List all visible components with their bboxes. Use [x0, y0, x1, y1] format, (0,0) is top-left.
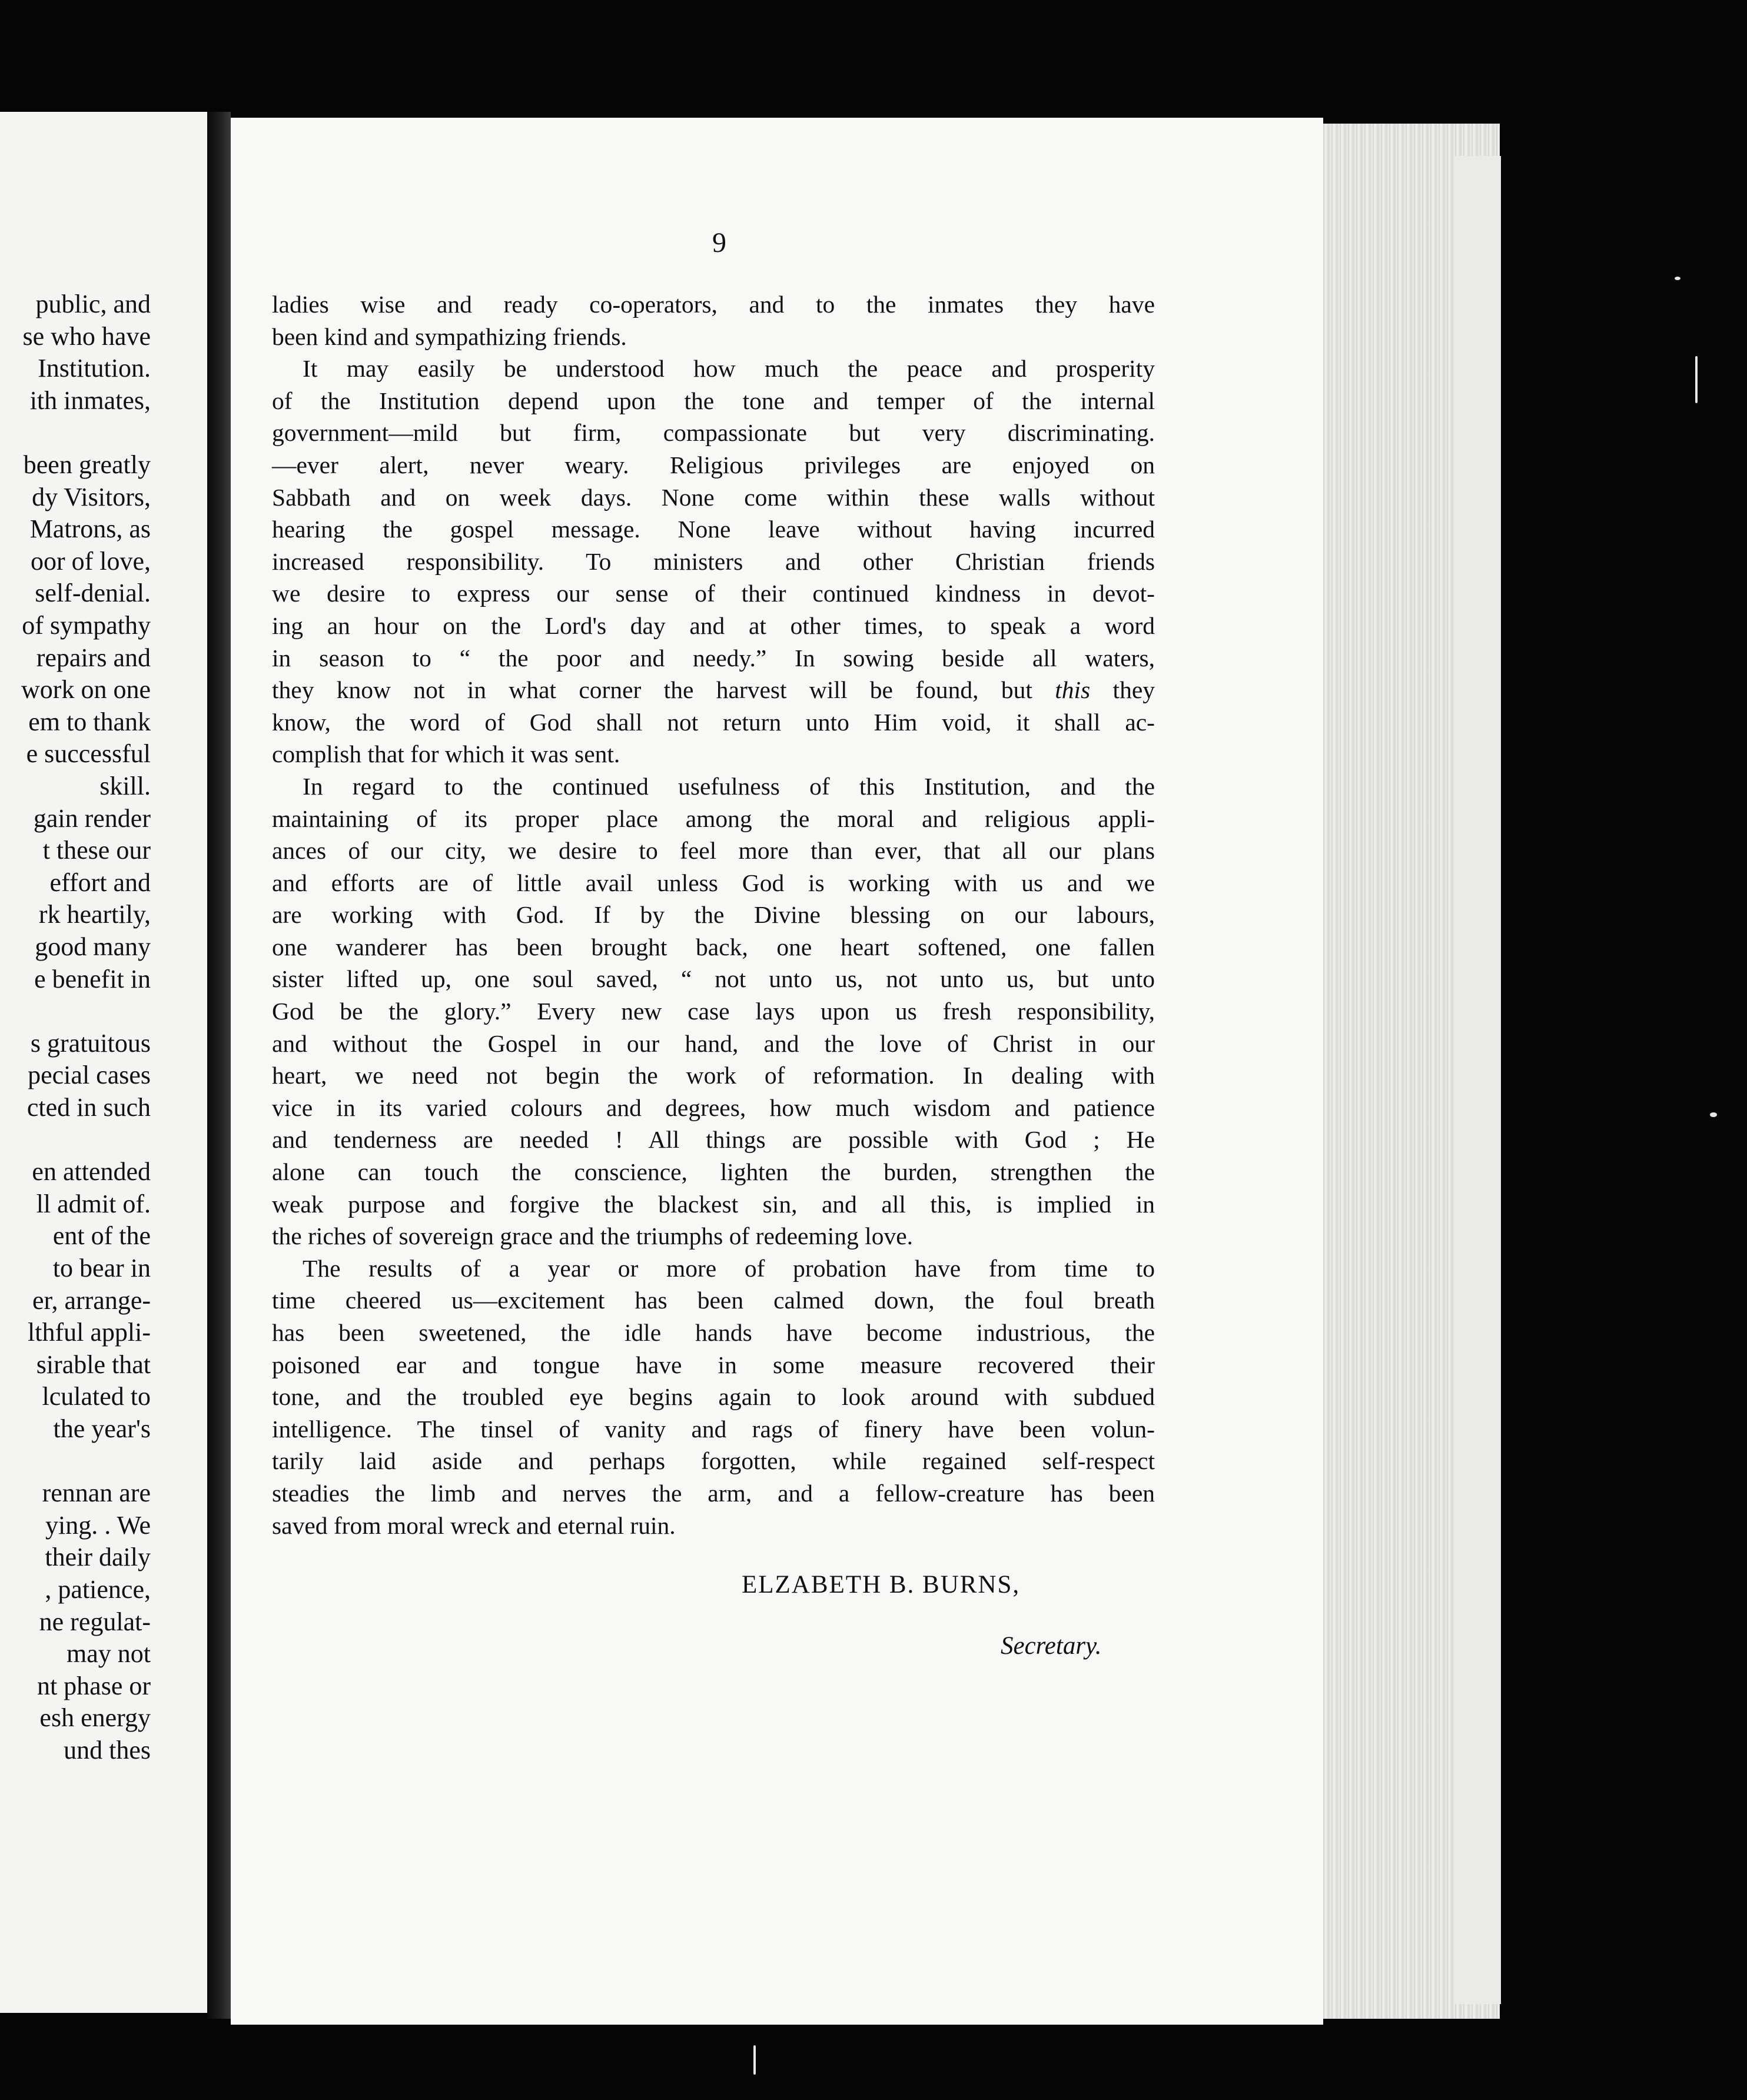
body-line: has been sweetened, the idle hands have become industrious, the	[272, 1319, 1155, 1346]
body-line: tone, and the troubled eye begins again to look around with subdued	[272, 1383, 1155, 1411]
body-line: complish that for which it was sent.	[272, 740, 620, 768]
left-page-line: repairs and	[36, 643, 151, 672]
scan-speck	[1710, 1112, 1717, 1117]
left-page-line: ent of the	[52, 1221, 151, 1251]
left-page-line: Institution.	[38, 354, 151, 383]
left-page-line: se who have	[22, 321, 151, 351]
body-line: alone can touch the conscience, lighten the burden, strengthen the	[272, 1158, 1155, 1186]
body-line: weak purpose and forgive the blackest sin, and all this, is implied in	[272, 1190, 1155, 1218]
left-page-line: em to thank	[28, 707, 151, 736]
body-line: ing an hour on the Lord's day and at other times, to speak a word	[272, 612, 1155, 639]
scan-speck	[1695, 356, 1698, 403]
left-page-line: dy Visitors,	[32, 482, 151, 511]
left-page-line: skill.	[99, 772, 151, 800]
body-line: tarily laid aside and perhaps forgotten, while regained self-respect	[272, 1447, 1155, 1475]
body-line: Sabbath and on week days. None come within these walls without	[272, 483, 1155, 511]
body-line: are working with God. If by the Divine blessing on our labours,	[272, 901, 1155, 929]
signature-title: Secretary.	[1001, 1632, 1102, 1660]
left-page-line: t these our	[42, 836, 151, 865]
left-page-line: good many	[35, 932, 151, 961]
left-page-line: effort and	[49, 868, 151, 897]
body-line: and efforts are of little avail unless God is working with us and we	[272, 869, 1155, 896]
body-line: know, the word of God shall not return unto Him void, it shall ac-	[272, 708, 1155, 736]
paragraph-start-line: In regard to the continued usefulness of this Institution, and the	[303, 772, 1155, 800]
left-page-line: cted in such	[26, 1093, 151, 1122]
left-page-line: been greatly	[23, 450, 151, 479]
book-gutter	[207, 112, 231, 2019]
left-page-line: , patience,	[45, 1575, 151, 1604]
left-page-line: sirable that	[36, 1350, 151, 1379]
left-page-line: er, arrange-	[32, 1285, 151, 1315]
left-page-line: en attended	[32, 1157, 151, 1187]
body-line: hearing the gospel message. None leave without having incurred	[272, 516, 1155, 543]
body-line: maintaining of its proper place among the moral and religious appli-	[272, 805, 1155, 832]
left-page-line: esh energy	[39, 1703, 151, 1733]
left-page-line: gain render	[33, 803, 151, 833]
body-line: of the Institution depend upon the tone and temper of the internal	[272, 387, 1155, 414]
left-page-line: rk heartily,	[38, 900, 151, 929]
body-line-segment: they know not in what corner the harvest will be found, but	[272, 676, 1055, 704]
page-stack-edge-outer	[1454, 156, 1501, 2004]
body-line: intelligence. The tinsel of vanity and rags of finery have been volun-	[272, 1415, 1155, 1443]
body-line: sister lifted up, one soul saved, “ not unto us, not unto us, but unto	[272, 965, 1155, 993]
body-line: one wanderer has been brought back, one heart softened, one fallen	[272, 933, 1155, 961]
left-page-line: self-denial.	[35, 579, 151, 608]
left-page-line: oor of love,	[30, 546, 151, 576]
body-line: the riches of sovereign grace and the triumphs of redeeming love.	[272, 1222, 913, 1250]
previous-page-fragment	[0, 112, 207, 2013]
left-page-line: to bear in	[52, 1254, 151, 1282]
signature-name: ELZABETH B. BURNS,	[742, 1571, 1021, 1599]
left-page-line: ying. . We	[45, 1510, 151, 1540]
body-line: been kind and sympathizing friends.	[272, 323, 627, 350]
paragraph-start-line: It may easily be understood how much the peace and prosperity	[303, 355, 1155, 383]
body-line: heart, we need not begin the work of reformation. In dealing with	[272, 1062, 1155, 1089]
left-page-line: the year's	[53, 1414, 151, 1443]
body-line: government—mild but firm, compassionate but very discriminating.	[272, 419, 1155, 447]
body-line-with-italic	[272, 674, 1155, 706]
left-page-line: und thes	[64, 1736, 151, 1765]
left-page-line: lthful appli-	[28, 1318, 151, 1347]
left-page-line: ith inmates,	[29, 386, 151, 415]
left-page-line: ne regulat-	[39, 1607, 151, 1636]
body-text	[272, 288, 1155, 1541]
left-page-line: rennan are	[42, 1478, 151, 1508]
left-page-line: may not	[67, 1639, 151, 1669]
body-line: time cheered us—excitement has been calmed down, the foul breath	[272, 1287, 1155, 1314]
left-page-line: ll admit of.	[36, 1189, 151, 1218]
body-line: ances of our city, we desire to feel more than ever, that all our plans	[272, 837, 1155, 865]
left-page-line: nt phase or	[36, 1671, 151, 1700]
left-page-line: pecial cases	[28, 1061, 151, 1090]
body-line: poisoned ear and tongue have in some measure recovered their	[272, 1351, 1155, 1378]
left-page-line: work on one	[21, 675, 151, 705]
page-number: 9	[712, 227, 726, 258]
paragraph-start-line: The results of a year or more of probation have from time to	[303, 1254, 1155, 1282]
left-page-line: of sympathy	[22, 611, 151, 640]
body-line: —ever alert, never weary. Religious privileges are enjoyed on	[272, 451, 1155, 479]
body-line: steadies the limb and nerves the arm, and a fellow-creature has been	[272, 1479, 1155, 1507]
scan-speck	[753, 2045, 756, 2075]
left-page-line: e successful	[26, 739, 151, 769]
left-page-line: s gratuitous	[30, 1028, 151, 1058]
left-page-line: their daily	[45, 1543, 151, 1572]
body-line: in season to “ the poor and needy.” In sowing beside all waters,	[272, 644, 1155, 672]
body-line-segment: they	[1090, 676, 1155, 704]
body-line: ladies wise and ready co-operators, and to the inmates they have	[272, 291, 1155, 318]
left-page-line: lculated to	[42, 1382, 151, 1411]
body-line: and without the Gospel in our hand, and the love of Christ in our	[272, 1029, 1155, 1057]
body-line: we desire to express our sense of their continued kindness in devot-	[272, 580, 1155, 607]
body-line: and tenderness are needed ! All things are possible with God ; He	[272, 1126, 1155, 1154]
scan-speck	[1675, 277, 1680, 280]
body-line: vice in its varied colours and degrees, how much wisdom and patience	[272, 1094, 1155, 1121]
body-line: increased responsibility. To ministers and other Christian friends	[272, 547, 1155, 575]
italic-word: this	[1055, 676, 1091, 704]
left-page-line: e benefit in	[34, 964, 151, 993]
left-page-line: Matrons, as	[29, 514, 151, 544]
left-page-line: public, and	[35, 290, 151, 318]
body-line: God be the glory.” Every new case lays upon us fresh responsibility,	[272, 998, 1155, 1025]
body-line: saved from moral wreck and eternal ruin.	[272, 1511, 676, 1539]
